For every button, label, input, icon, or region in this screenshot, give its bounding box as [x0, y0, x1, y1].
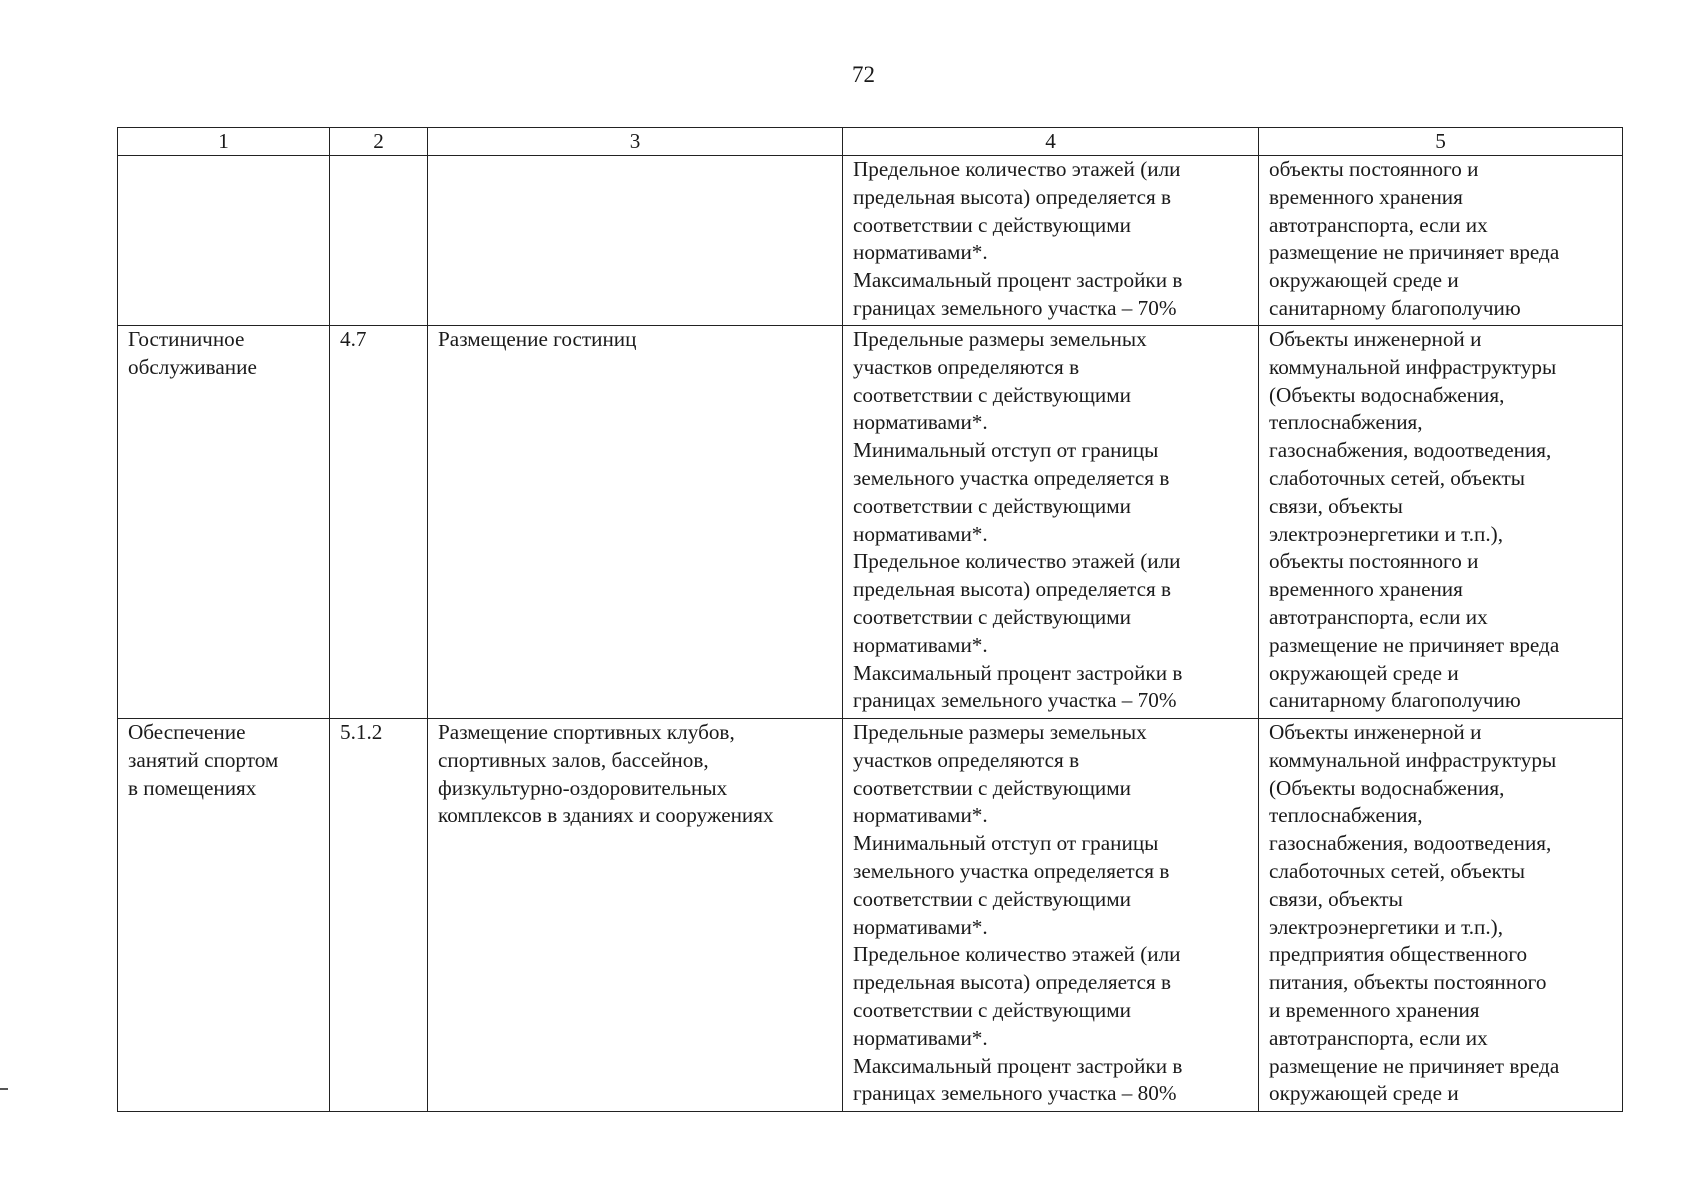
text-line: земельного участка определяется в — [853, 465, 1170, 490]
text-line: предельная высота) определяется в — [853, 577, 1172, 602]
parameters-cell — [843, 719, 1259, 1112]
text-line: санитарному благополучию — [1269, 295, 1521, 320]
column-header: 4 — [843, 128, 1259, 156]
text-line: нормативами*. — [853, 632, 988, 657]
use-code-cell: 5.1.2 — [330, 719, 428, 1112]
text-line: окружающей среде и — [1269, 268, 1459, 293]
text-line: соответствии с действующими — [853, 604, 1132, 629]
text-line: земельного участка определяется в — [853, 858, 1170, 883]
text-line: (Объекты водоснабжения, — [1269, 775, 1505, 800]
auxiliary-uses-cell — [1259, 156, 1623, 326]
text-line: слаботочных сетей, объекты — [1269, 465, 1525, 490]
text-line: окружающей среде и — [1269, 1081, 1459, 1106]
text-line: нормативами*. — [853, 240, 988, 265]
text-line: нормативами*. — [853, 1025, 988, 1050]
text-line: Максимальный процент застройки в — [853, 1053, 1183, 1078]
use-description-cell — [428, 156, 843, 326]
text-line: комплексов в зданиях и сооружениях — [438, 803, 774, 828]
text-line: нормативами*. — [853, 521, 988, 546]
text-line: коммунальной инфраструктуры — [1269, 354, 1557, 379]
text-line: Предельные размеры земельных — [853, 720, 1147, 744]
text-line: объекты постоянного и — [1269, 549, 1479, 574]
text-line: Объекты инженерной и — [1269, 327, 1482, 351]
text-line: Размещение спортивных клубов, — [438, 720, 735, 744]
text-line: Максимальный процент застройки в — [853, 660, 1183, 685]
text-line: связи, объекты — [1269, 886, 1403, 911]
text-line: Предельное количество этажей (или — [853, 942, 1181, 967]
text-line: газоснабжения, водоотведения, — [1269, 438, 1552, 463]
text-line: соответствии с действующими — [853, 382, 1132, 407]
text-line: спортивных залов, бассейнов, — [438, 747, 709, 772]
use-description-cell — [428, 326, 843, 719]
text-line: временного хранения — [1269, 184, 1463, 209]
text-line: предприятия общественного — [1269, 942, 1528, 967]
text-line: участков определяются в — [853, 354, 1080, 379]
text-line: занятий спортом — [128, 747, 279, 772]
text-line: автотранспорта, если их — [1269, 1025, 1488, 1050]
parameters-cell — [843, 156, 1259, 326]
text-line: Максимальный процент застройки в — [853, 268, 1183, 293]
table-row — [118, 156, 1623, 326]
text-line: границах земельного участка – 70% — [853, 688, 1177, 713]
text-line: Предельное количество этажей (или — [853, 549, 1181, 574]
text-line: временного хранения — [1269, 577, 1463, 602]
margin-mark — [0, 1088, 8, 1090]
text-line: окружающей среде и — [1269, 660, 1459, 685]
use-name-cell — [118, 326, 330, 719]
text-line: санитарному благополучию — [1269, 688, 1521, 713]
column-header: 5 — [1259, 128, 1623, 156]
use-code-cell: 4.7 — [330, 326, 428, 719]
text-line: питания, объекты постоянного — [1269, 970, 1547, 995]
text-line: автотранспорта, если их — [1269, 604, 1488, 629]
text-line: Предельное количество этажей (или — [853, 157, 1181, 181]
text-line: Гостиничное — [128, 327, 245, 351]
text-line: соответствии с действующими — [853, 493, 1132, 518]
table-row — [118, 719, 1623, 1112]
text-line: Размещение гостиниц — [438, 327, 637, 351]
text-line: в помещениях — [128, 775, 257, 800]
text-line: соответствии с действующими — [853, 886, 1132, 911]
text-line: газоснабжения, водоотведения, — [1269, 831, 1552, 856]
use-name-cell — [118, 156, 330, 326]
table-row — [118, 326, 1623, 719]
text-line: нормативами*. — [853, 803, 988, 828]
text-line: электроэнергетики и т.п.), — [1269, 914, 1504, 939]
parameters-cell — [843, 326, 1259, 719]
text-line: объекты постоянного и — [1269, 157, 1479, 181]
text-line: границах земельного участка – 70% — [853, 295, 1177, 320]
use-description-cell — [428, 719, 843, 1112]
text-line: коммунальной инфраструктуры — [1269, 747, 1557, 772]
text-line: размещение не причиняет вреда — [1269, 632, 1560, 657]
auxiliary-uses-cell — [1259, 719, 1623, 1112]
text-line: нормативами*. — [853, 914, 988, 939]
text-line: и временного хранения — [1269, 997, 1480, 1022]
text-line: электроэнергетики и т.п.), — [1269, 521, 1504, 546]
text-line: размещение не причиняет вреда — [1269, 240, 1560, 265]
page-number: 72 — [852, 62, 875, 87]
text-line: Обеспечение — [128, 720, 246, 744]
text-line: Минимальный отступ от границы — [853, 438, 1159, 463]
text-line: Минимальный отступ от границы — [853, 831, 1159, 856]
text-line: предельная высота) определяется в — [853, 970, 1172, 995]
text-line: соответствии с действующими — [853, 775, 1132, 800]
text-line: теплоснабжения, — [1269, 410, 1423, 435]
text-line: связи, объекты — [1269, 493, 1403, 518]
text-line: предельная высота) определяется в — [853, 184, 1172, 209]
column-header: 3 — [428, 128, 843, 156]
text-line: Объекты инженерной и — [1269, 720, 1482, 744]
column-header: 2 — [330, 128, 428, 156]
text-line: (Объекты водоснабжения, — [1269, 382, 1505, 407]
text-line: соответствии с действующими — [853, 212, 1132, 237]
text-line: теплоснабжения, — [1269, 803, 1423, 828]
column-header: 1 — [118, 128, 330, 156]
regulations-table — [117, 127, 1623, 1112]
auxiliary-uses-cell — [1259, 326, 1623, 719]
text-line: нормативами*. — [853, 410, 988, 435]
text-line: обслуживание — [128, 354, 257, 379]
table-header-row — [118, 128, 1623, 156]
text-line: соответствии с действующими — [853, 997, 1132, 1022]
text-line: размещение не причиняет вреда — [1269, 1053, 1560, 1078]
text-line: Предельные размеры земельных — [853, 327, 1147, 351]
text-line: границах земельного участка – 80% — [853, 1081, 1177, 1106]
text-line: автотранспорта, если их — [1269, 212, 1488, 237]
use-name-cell — [118, 719, 330, 1112]
use-code-cell — [330, 156, 428, 326]
text-line: слаботочных сетей, объекты — [1269, 858, 1525, 883]
text-line: участков определяются в — [853, 747, 1080, 772]
text-line: физкультурно-оздоровительных — [438, 775, 728, 800]
